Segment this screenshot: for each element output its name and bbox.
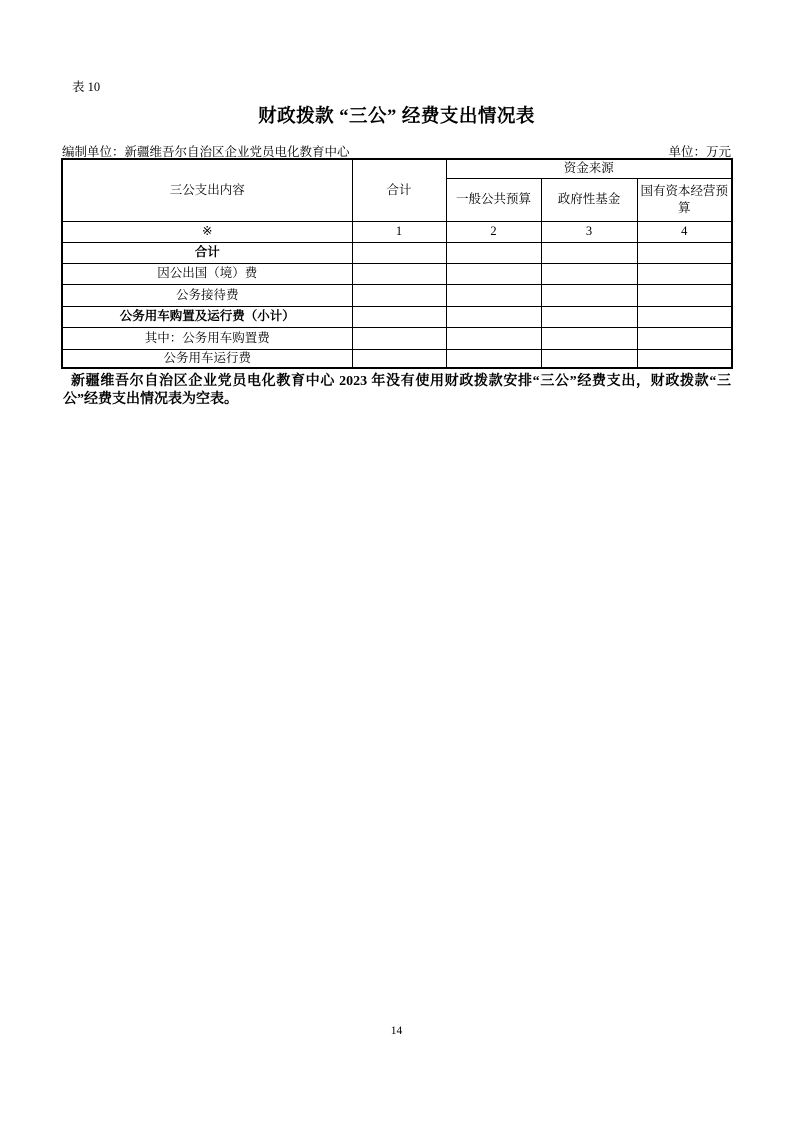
value-cell (352, 349, 446, 368)
value-cell (541, 263, 637, 284)
header-state-capital-budget: 国有资本经营预算 (637, 178, 732, 221)
unit-label: 单位：万元 (668, 145, 731, 159)
value-cell (352, 306, 446, 327)
table-row-vehicle-subtotal (62, 306, 732, 327)
value-cell (446, 284, 541, 306)
value-cell (637, 284, 732, 306)
value-cell (446, 349, 541, 368)
index-cell: 2 (446, 221, 541, 242)
value-cell (541, 284, 637, 306)
header-row-1 (62, 159, 732, 178)
index-row (62, 221, 732, 242)
three-public-expense-table (61, 158, 733, 369)
value-cell (541, 327, 637, 349)
row-label: 公务用车购置及运行费（小计） (62, 306, 352, 327)
row-label: 因公出国（境）费 (62, 263, 352, 284)
value-cell (637, 349, 732, 368)
page-number: 14 (390, 1025, 403, 1037)
table-row-vehicle-purchase (62, 327, 732, 349)
index-cell: 1 (352, 221, 446, 242)
page-title: 财政拨款 “三公” 经费支出情况表 (258, 107, 535, 127)
value-cell (637, 306, 732, 327)
header-general-public-budget: 一般公共预算 (446, 178, 541, 221)
value-cell (352, 284, 446, 306)
table-row-abroad-expense (62, 263, 732, 284)
row-label: 公务用车运行费 (62, 349, 352, 368)
note-paragraph: 新疆维吾尔自治区企业党员电化教育中心 2023 年没有使用财政拨款安排“三公”经费支出，财政拨款“三公”经费支出情况表为空表。 (63, 374, 731, 407)
value-cell (352, 242, 446, 263)
value-cell (352, 327, 446, 349)
table-row-total (62, 242, 732, 263)
value-cell (637, 327, 732, 349)
table-row-vehicle-operation (62, 349, 732, 368)
row-label: 公务接待费 (62, 284, 352, 306)
value-cell (446, 327, 541, 349)
index-cell: ※ (62, 221, 352, 242)
value-cell (541, 306, 637, 327)
header-funding-source: 资金来源 (446, 159, 732, 178)
value-cell (637, 242, 732, 263)
row-label: 合计 (62, 242, 352, 263)
header-total-column: 合计 (352, 159, 446, 221)
table-row-reception-expense (62, 284, 732, 306)
value-cell (446, 263, 541, 284)
value-cell (352, 263, 446, 284)
table-number-label: 表 10 (72, 80, 101, 94)
value-cell (541, 349, 637, 368)
prepared-by-label: 编制单位：新疆维吾尔自治区企业党员电化教育中心 (62, 145, 350, 159)
value-cell (541, 242, 637, 263)
value-cell (446, 306, 541, 327)
value-cell (446, 242, 541, 263)
row-label: 其中：公务用车购置费 (62, 327, 352, 349)
header-content-column: 三公支出内容 (62, 159, 352, 221)
value-cell (637, 263, 732, 284)
header-government-fund: 政府性基金 (541, 178, 637, 221)
index-cell: 4 (637, 221, 732, 242)
index-cell: 3 (541, 221, 637, 242)
